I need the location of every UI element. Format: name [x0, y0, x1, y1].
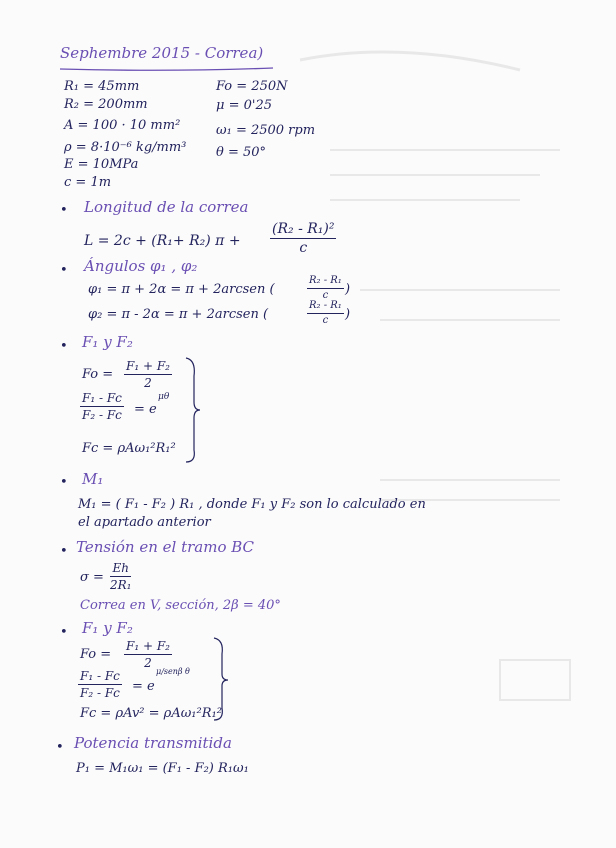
- note-v-belt: Correa en V, sección, 2β = 40°: [80, 598, 281, 613]
- given-modulus: E = 10MPa: [64, 157, 139, 172]
- frac-ratio: [80, 392, 124, 421]
- eq-phi1: φ₁ = π + 2α = π + 2arcsen (: [88, 282, 275, 297]
- frac-ratio-v: [78, 670, 122, 699]
- heading-tension: Tensión en el tramo BC: [76, 538, 255, 556]
- given-area: A = 100 · 10 mm²: [64, 118, 181, 133]
- eq-sigma-lhs: σ =: [80, 570, 104, 585]
- eq-phi2: φ₂ = π - 2α = π + 2arcsen (: [88, 307, 269, 322]
- heading-belt-length: Longitud de la correa: [84, 198, 249, 216]
- frac-num: F₁ - Fc: [80, 669, 120, 683]
- frac-sigma: [110, 562, 131, 591]
- eq-fo-lhs-v: Fo =: [80, 647, 112, 662]
- bullet: •: [60, 625, 68, 640]
- page-title: Sephembre 2015 - Correa): [60, 44, 264, 62]
- frac-den: F₂ - Fc: [82, 408, 122, 422]
- frac-belt-length: [270, 222, 336, 255]
- bullet: •: [56, 740, 64, 755]
- given-omega: ω₁ = 2500 rpm: [216, 123, 316, 138]
- frac-fo-v: [124, 640, 172, 669]
- frac-den: 2: [144, 656, 152, 670]
- given-theta: θ = 50°: [216, 145, 267, 160]
- eq-ratio-rhs: = e: [134, 402, 157, 417]
- given-mu: μ = 0'25: [216, 98, 272, 113]
- system-brace: [182, 356, 202, 464]
- given-distance: c = 1m: [64, 175, 112, 190]
- given-fo: Fo = 250N: [216, 79, 288, 94]
- heading-moment: M₁: [82, 470, 104, 488]
- given-r1: R₁ = 45mm: [64, 79, 140, 94]
- eq-moment-note: el apartado anterior: [78, 515, 211, 530]
- frac-phi2: [307, 301, 344, 326]
- heading-forces: F₁ y F₂: [82, 333, 133, 351]
- frac-den: 2R₁: [110, 578, 132, 592]
- bullet: •: [60, 203, 68, 218]
- frac-den: c: [299, 240, 308, 256]
- heading-forces-v: F₁ y F₂: [82, 619, 133, 637]
- frac-den: 2: [144, 376, 152, 390]
- frac-num: F₁ + F₂: [126, 639, 170, 653]
- eq-belt-length: L = 2c + (R₁+ R₂) π +: [84, 233, 241, 249]
- eq-fo-lhs: Fo =: [82, 367, 114, 382]
- heading-power: Potencia transmitida: [74, 734, 232, 752]
- paren-close: ): [345, 307, 351, 322]
- eq-ratio-exp-v: μ/senβ θ: [156, 667, 190, 676]
- frac-num: F₁ + F₂: [126, 359, 170, 373]
- title-underline: [58, 66, 276, 72]
- frac-num: (R₂ - R₁)²: [272, 221, 335, 237]
- frac-num: R₂ - R₁: [307, 276, 344, 289]
- system-brace: [210, 636, 230, 724]
- frac-phi1: [307, 276, 344, 301]
- frac-num: Eh: [112, 561, 129, 575]
- given-density: ρ = 8·10⁻⁶ kg/mm³: [64, 140, 187, 155]
- frac-num: F₁ - Fc: [82, 391, 122, 405]
- eq-fc: Fc = ρAω₁²R₁²: [82, 441, 176, 456]
- frac-den: c: [322, 290, 329, 301]
- frac-den: F₂ - Fc: [80, 686, 120, 700]
- frac-den: c: [322, 315, 329, 326]
- eq-ratio-rhs-v: = e: [132, 679, 155, 694]
- bullet: •: [60, 339, 68, 354]
- eq-fc-v: Fc = ρAv² = ρAω₁²R₁²: [80, 706, 222, 721]
- bullet: •: [60, 263, 68, 278]
- paren-close: ): [345, 282, 351, 297]
- bullet: •: [60, 475, 68, 490]
- heading-angles: Ángulos φ₁ , φ₂: [84, 257, 198, 275]
- eq-moment: M₁ = ( F₁ - F₂ ) R₁ , donde F₁ y F₂ son lo calculado en: [78, 497, 426, 512]
- given-r2: R₂ = 200mm: [64, 97, 148, 112]
- frac-num: R₂ - R₁: [307, 301, 344, 314]
- eq-power: P₁ = M₁ω₁ = (F₁ - F₂) R₁ω₁: [76, 761, 249, 776]
- frac-fo: [124, 360, 172, 389]
- bullet: •: [60, 544, 68, 559]
- eq-ratio-exp: μθ: [158, 392, 170, 402]
